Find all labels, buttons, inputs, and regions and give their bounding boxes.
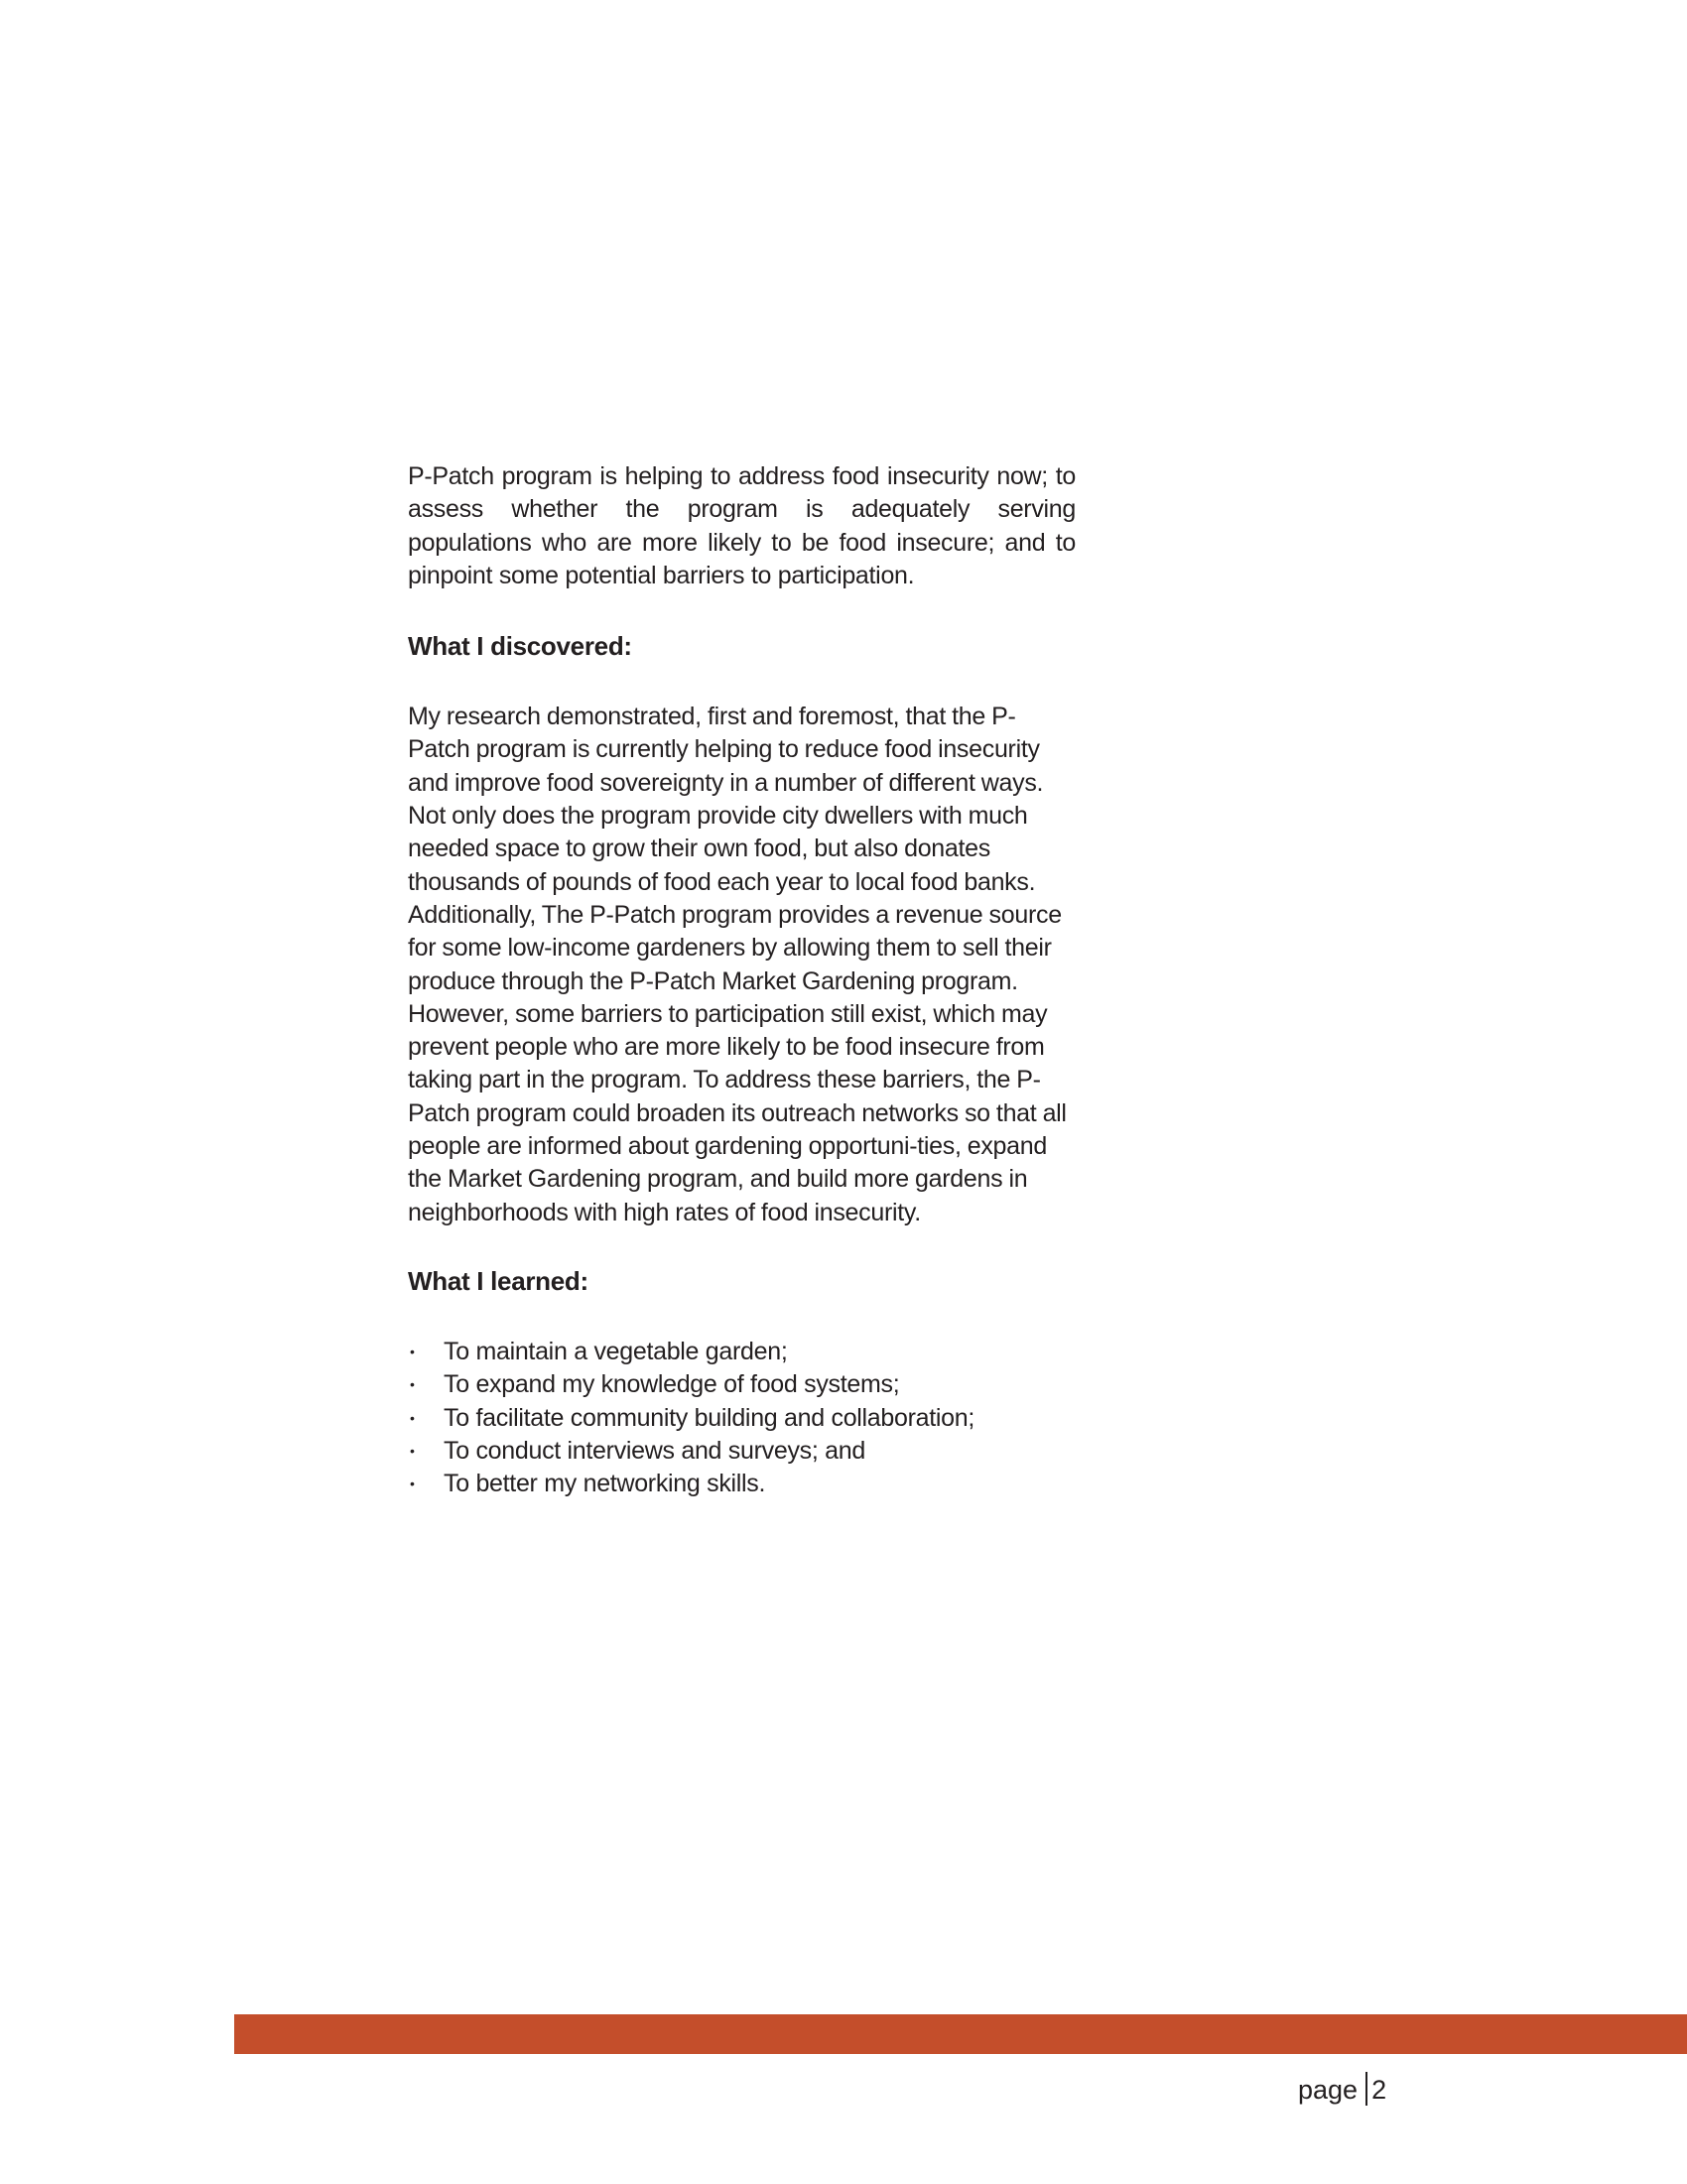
discovered-paragraph: My research demonstrated, first and foremost, that the P-Patch program is currently helping to reduce food insecurity and improve food sovereignty in a number of different ways. Not only does the program provide city dwellers with much needed space to grow their own food, but also donates thousands of pounds of food each year to local food banks. Additionally, The P-Patch program provides a revenue source for some low-income gardeners by allowing them to sell their produce through the P-Patch Market Gardening program. However, some barriers to participation still exist, which may prevent people who are more likely to be food insecure from taking part in the program. To address these barriers, the P-Patch program could broaden its outreach networks so that all people are informed about gardening opportuni-ties, expand the Market Gardening program, and build more gardens in neighborhoods with high rates of food insecurity.: [408, 703, 1067, 1226]
list-item-text: To conduct interviews and surveys; and: [444, 1436, 865, 1465]
list-item: [408, 1402, 1076, 1435]
list-item: [408, 1336, 1076, 1368]
page-number-value: 2: [1371, 2075, 1387, 2105]
page-number: [1298, 2072, 1386, 2108]
list-item: [408, 1435, 1076, 1468]
list-item: [408, 1468, 1076, 1500]
list-item-text: To facilitate community building and collaboration;: [444, 1403, 975, 1432]
intro-paragraph: P-Patch program is helping to address food insecurity now; to assess whether the program is adequately serving populations who are more likely to be food insecure; and to pinpoint some potential barriers to participation.: [408, 462, 1076, 589]
bullet-icon: •: [410, 1376, 415, 1393]
learned-list: [408, 1336, 1076, 1500]
body-content: [408, 460, 1076, 1500]
bullet-icon: •: [410, 1343, 415, 1359]
list-item: [408, 1368, 1076, 1401]
learned-heading: What I learned:: [408, 1265, 588, 1296]
footer-accent-bar: [234, 2014, 1687, 2054]
list-item-text: To maintain a vegetable garden;: [444, 1337, 788, 1365]
list-item-text: To expand my knowledge of food systems;: [444, 1370, 900, 1399]
page-number-divider: [1365, 2072, 1367, 2106]
list-item-text: To better my networking skills.: [444, 1470, 766, 1498]
discovered-heading: What I discovered:: [408, 631, 632, 662]
bullet-icon: •: [410, 1409, 415, 1426]
bullet-icon: •: [410, 1442, 415, 1459]
bullet-icon: •: [410, 1476, 415, 1492]
page-label: page: [1298, 2075, 1359, 2105]
